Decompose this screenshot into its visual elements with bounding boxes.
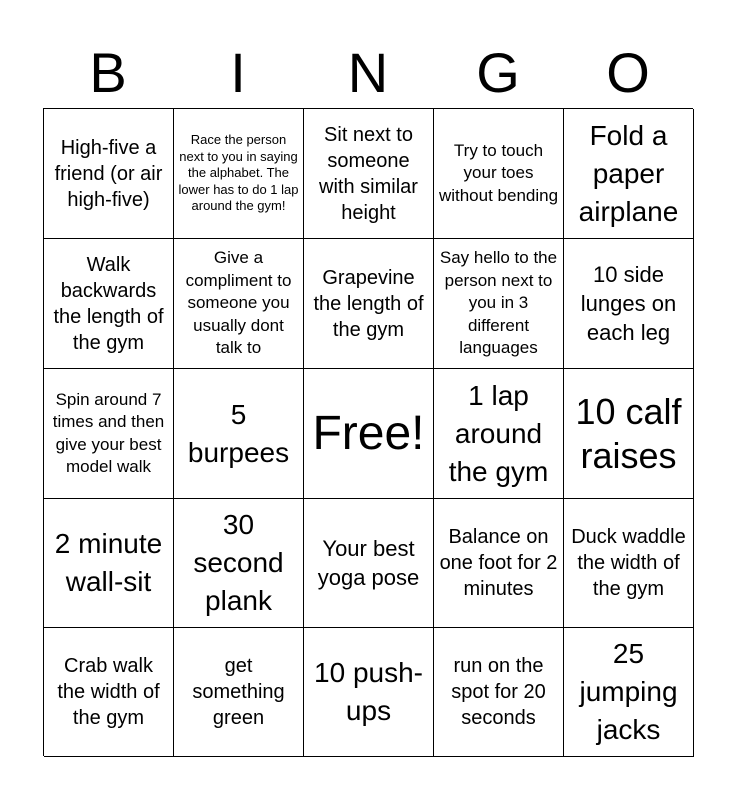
bingo-cell[interactable] (174, 109, 304, 239)
bingo-cell[interactable] (434, 239, 564, 369)
bingo-header (43, 38, 693, 108)
bingo-grid (43, 108, 693, 756)
bingo-cell[interactable] (564, 109, 694, 239)
bingo-cell[interactable] (434, 109, 564, 239)
header-letter-b: B (89, 41, 127, 104)
cell-text: run on the spot for 20 seconds (451, 655, 546, 729)
header-letter-n: N (347, 41, 389, 104)
cell-text: High-five a friend (or air high-five) (54, 136, 163, 211)
cell-text: Crab walk the width of the gym (57, 655, 160, 729)
cell-text: Balance on one foot for 2 minutes (439, 526, 558, 600)
bingo-cell[interactable] (44, 628, 174, 757)
bingo-cell[interactable] (434, 628, 564, 757)
header-letter-g: G (476, 41, 520, 104)
cell-text: Duck waddle the width of the gym (571, 526, 686, 600)
bingo-cell[interactable] (304, 109, 434, 239)
cell-text: Grapevine the length of the gym (313, 266, 424, 341)
cell-text: Race the person next to you in saying the alphabet. The lower has to do 1 lap around the gym! (178, 132, 299, 214)
cell-text: get something green (192, 655, 285, 729)
bingo-cell[interactable] (304, 628, 434, 757)
bingo-cell[interactable] (304, 239, 434, 369)
cell-text: Sit next to someone with similar height (319, 123, 418, 224)
bingo-cell[interactable] (174, 239, 304, 369)
cell-text: 5 burpees (187, 398, 290, 468)
bingo-cell[interactable] (44, 109, 174, 239)
header-letter-i: I (230, 41, 246, 104)
cell-text: Your best yoga pose (317, 536, 420, 590)
bingo-cell[interactable] (434, 499, 564, 628)
cell-text: 1 lap around the gym (448, 379, 549, 487)
bingo-cell[interactable] (44, 239, 174, 369)
cell-text: Walk backwards the length of the gym (53, 253, 164, 354)
cell-text: 25 jumping jacks (579, 638, 678, 745)
cell-text: 10 push-ups (314, 657, 423, 726)
bingo-cell[interactable] (174, 628, 304, 757)
bingo-cell[interactable] (174, 499, 304, 628)
cell-text: 30 second plank (193, 509, 284, 616)
bingo-cell[interactable] (564, 369, 694, 499)
cell-text: Give a compliment to someone you usually dont talk to (185, 248, 292, 358)
bingo-cell[interactable] (434, 369, 564, 499)
bingo-cell[interactable] (564, 628, 694, 757)
cell-text: 10 side lunges on each leg (580, 262, 677, 345)
cell-text: Say hello to the person next to you in 3 different languages (439, 248, 558, 358)
bingo-cell[interactable] (304, 499, 434, 628)
bingo-cell[interactable] (44, 369, 174, 499)
header-letter-o: O (606, 41, 650, 104)
bingo-cell[interactable] (564, 239, 694, 369)
free-space-text: Free! (312, 406, 425, 460)
bingo-cell-free[interactable] (304, 369, 434, 499)
cell-text: 10 calf raises (575, 390, 682, 476)
cell-text: 2 minute wall-sit (54, 528, 163, 597)
bingo-cell[interactable] (44, 499, 174, 628)
cell-text: Spin around 7 times and then give your best model walk (52, 389, 165, 476)
bingo-cell[interactable] (564, 499, 694, 628)
cell-text: Fold a paper airplane (578, 119, 679, 227)
bingo-cell[interactable] (174, 369, 304, 499)
cell-text: Try to touch your toes without bending (438, 140, 559, 205)
